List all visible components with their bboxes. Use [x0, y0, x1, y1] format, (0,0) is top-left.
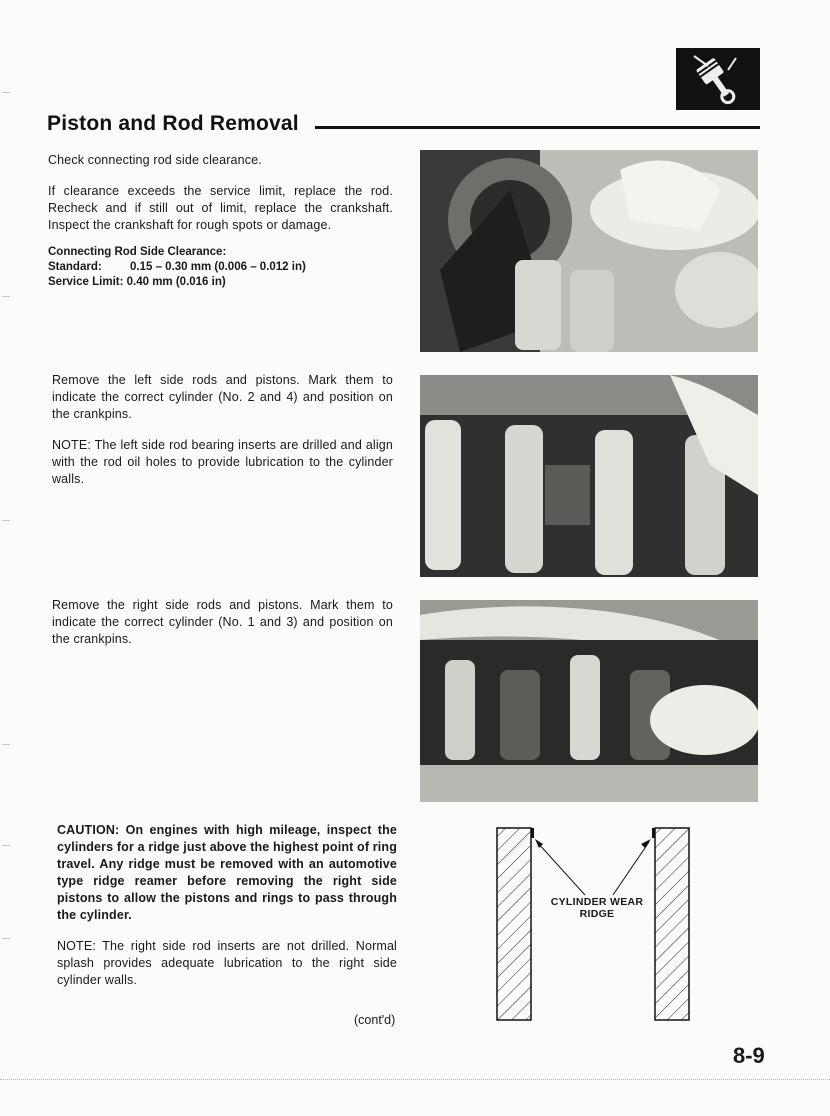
right-ridge [652, 828, 655, 838]
note-text: NOTE: The right side rod inserts are not drilled. Normal splash provides adequate lubrication to the right side cylinder walls. [57, 939, 397, 987]
spec-block [48, 245, 408, 290]
photo-right-side-rods [420, 600, 758, 802]
right-cylinder-wall [655, 828, 689, 1020]
spec-limit [48, 275, 408, 290]
margin-tick [2, 92, 10, 93]
margin-tick [2, 744, 10, 745]
spec-limit-value: 0.40 mm (0.016 in) [126, 276, 226, 288]
paragraph: Remove the right side rods and pistons. Mark them to indicate the correct cylinder (No. 1 and 3) and position on the crankpins. [52, 598, 393, 646]
page-number: 8-9 [733, 1043, 765, 1068]
margin-tick [2, 845, 10, 846]
left-ridge [531, 828, 534, 838]
margin-tick [2, 520, 10, 521]
paragraph: NOTE: The left side rod bearing inserts are drilled and align with the rod oil holes to provide lubrication to the cylinder walls. [52, 438, 393, 486]
page-title: Piston and Rod Removal [47, 112, 299, 135]
section-right-side-removal [52, 597, 393, 662]
section-left-side-removal [52, 372, 393, 502]
spec-standard-value: 0.15 – 0.30 mm (0.006 – 0.012 in) [130, 261, 306, 273]
margin-tick [2, 938, 10, 939]
diagram-label-line2: RIDGE [579, 908, 615, 920]
paragraph: If clearance exceeds the service limit, replace the rod. Recheck and if still out of limit, replace the crankshaft. Inspect the crankshaft for rough spots or damage. [48, 184, 393, 232]
photo-left-side-rods [420, 375, 758, 577]
caution-text: CAUTION: On engines with high mileage, inspect the cylinders for a ridge just above the highest point of ring travel. Any ridge must be removed with an automotive type ridge reamer before removing the right side pistons to allow the pistons and rings to pass through the cylinder. [57, 823, 397, 922]
bottom-rule [0, 1079, 830, 1080]
spec-standard-label: Standard: [48, 261, 102, 273]
diagram-label [543, 896, 651, 920]
spec-standard [48, 260, 408, 275]
spec-heading: Connecting Rod Side Clearance: [48, 246, 227, 258]
paragraph: Check connecting rod side clearance. [48, 153, 262, 167]
paragraph: Remove the left side rods and pistons. Mark them to indicate the correct cylinder (No. 2 and 4) and position on the crankpins. [52, 373, 393, 421]
photo-feeler-gauge [420, 150, 758, 352]
piston-rod-section-icon [676, 48, 760, 110]
piston-connecting-rod-icon [676, 48, 760, 110]
section-caution [57, 822, 397, 1003]
title-rule [315, 126, 760, 129]
cylinder-wear-ridge-diagram [485, 820, 705, 1030]
diagram-label-line1: CYLINDER WEAR [550, 896, 644, 908]
margin-tick [2, 296, 10, 297]
left-cylinder-wall [497, 828, 531, 1020]
continued-marker: (cont'd) [354, 1013, 396, 1027]
spec-limit-label: Service Limit: [48, 276, 124, 288]
section-check-clearance [48, 152, 393, 248]
